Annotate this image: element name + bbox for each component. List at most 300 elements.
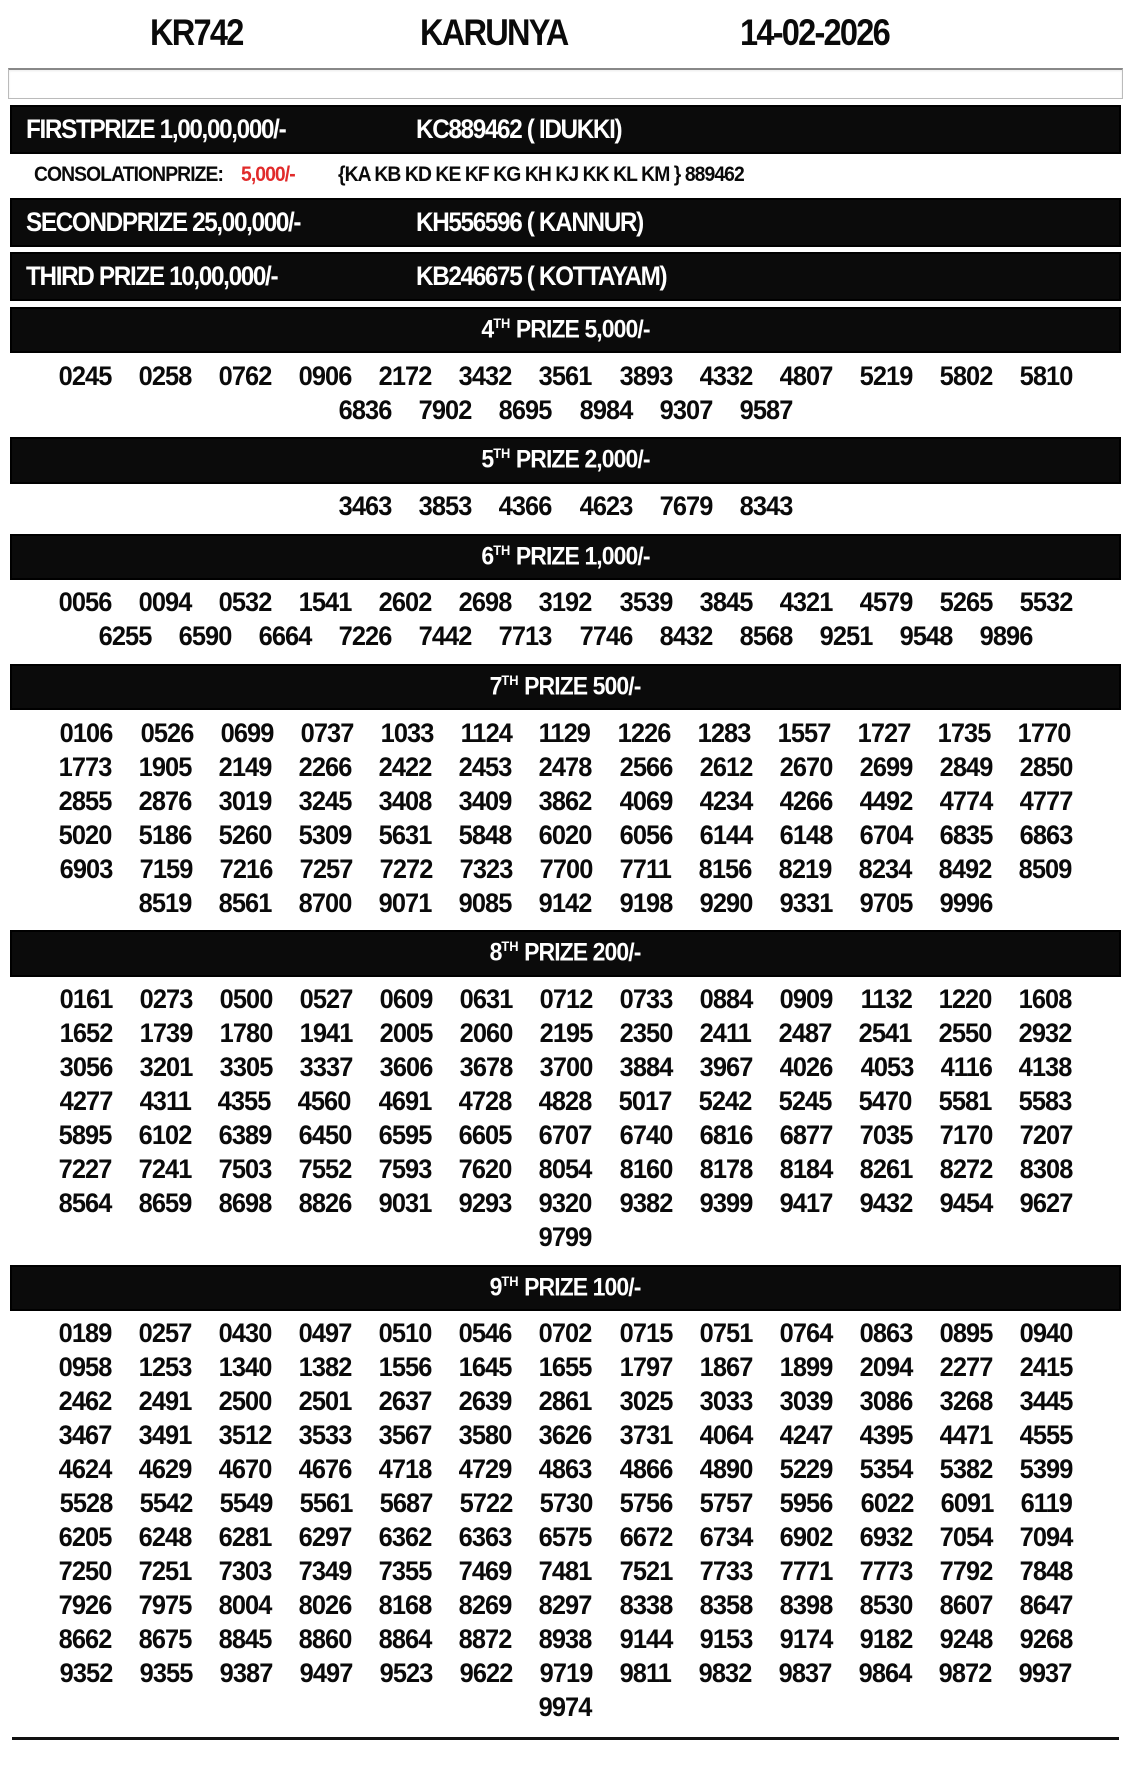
ticket-number: 6144 [699, 819, 753, 850]
ticket-number: 7227 [58, 1154, 112, 1185]
ticket-number: 9085 [459, 887, 512, 918]
ticket-number: 1645 [459, 1352, 512, 1383]
ticket-number: 7251 [138, 1556, 192, 1587]
number-row [0, 983, 1131, 1017]
ticket-number: 4138 [1018, 1052, 1072, 1083]
ticket-number: 5722 [459, 1488, 513, 1519]
ticket-number: 8659 [138, 1188, 192, 1219]
ticket-number: 4560 [298, 1086, 351, 1117]
ticket-number: 7771 [779, 1556, 833, 1587]
ticket-number: 8864 [378, 1624, 432, 1655]
prize-section-title: 9TH PRIZE 100/- [490, 1272, 641, 1301]
ticket-number: 3305 [219, 1052, 273, 1083]
prize-section-header [10, 1265, 1121, 1311]
ticket-number: 9837 [778, 1658, 832, 1689]
ticket-number: 8308 [1019, 1154, 1073, 1185]
ticket-number: 1132 [860, 984, 912, 1015]
ticket-number: 4828 [538, 1086, 592, 1117]
ticket-number: 7303 [218, 1556, 272, 1587]
ticket-number: 0526 [140, 717, 193, 748]
ticket-number: 4471 [939, 1420, 993, 1451]
ticket-number: 4863 [539, 1454, 592, 1485]
number-row [0, 1051, 1131, 1085]
ticket-number: 6863 [1019, 819, 1073, 850]
ticket-number: 3567 [378, 1420, 432, 1451]
ticket-number: 8519 [138, 887, 192, 918]
ticket-number: 8845 [218, 1624, 272, 1655]
ticket-number: 2861 [539, 1386, 592, 1417]
ticket-number: 3056 [59, 1052, 113, 1083]
ticket-number: 1867 [699, 1352, 753, 1383]
ticket-number: 8647 [1019, 1590, 1073, 1621]
winning-numbers-grid [0, 488, 1131, 528]
ticket-number: 7216 [219, 853, 273, 884]
ticket-number: 6835 [939, 819, 993, 850]
ticket-number: 1382 [298, 1352, 352, 1383]
ticket-number: 9627 [1019, 1188, 1073, 1219]
ticket-number: 4332 [699, 360, 753, 391]
ticket-number: 1773 [58, 751, 112, 782]
ticket-number: 3245 [298, 785, 352, 816]
ticket-number: 7700 [539, 853, 593, 884]
ticket-number: 4311 [139, 1086, 191, 1117]
ticket-number: 7711 [619, 853, 672, 884]
draw-date: 14-02-2026 [740, 12, 889, 53]
ticket-number: 8156 [698, 853, 752, 884]
prize-section-title: 5TH PRIZE 2,000/- [481, 445, 650, 474]
ticket-number: 9454 [939, 1188, 993, 1219]
ticket-number: 0895 [939, 1318, 993, 1349]
ticket-number: 7713 [499, 621, 552, 652]
ticket-number: 9251 [819, 621, 873, 652]
ticket-number: 0527 [299, 984, 353, 1015]
ticket-number: 9248 [939, 1624, 993, 1655]
ticket-number: 1899 [779, 1352, 833, 1383]
ticket-number: 5186 [138, 819, 192, 850]
ticket-number: 7792 [939, 1556, 993, 1587]
ticket-number: 2849 [939, 751, 993, 782]
ticket-number: 1905 [138, 751, 192, 782]
ticket-number: 2612 [699, 751, 753, 782]
ticket-number: 4266 [779, 785, 833, 816]
ticket-number: 5532 [1019, 587, 1073, 618]
ticket-number: 8297 [539, 1590, 592, 1621]
ticket-number: 7349 [298, 1556, 352, 1587]
third-prize-ticket: KB246675 ( KOTTAYAM) [416, 261, 667, 291]
ticket-number: 9417 [779, 1188, 833, 1219]
ticket-number: 9174 [779, 1624, 833, 1655]
consolation-prize-row [0, 159, 1131, 193]
ticket-number: 8178 [699, 1154, 753, 1185]
ticket-number: 5581 [938, 1086, 992, 1117]
third-prize-bar [10, 252, 1121, 301]
number-row [0, 393, 1131, 427]
ticket-number: 6148 [779, 819, 833, 850]
ticket-number: 5756 [619, 1488, 673, 1519]
ticket-number: 2501 [298, 1386, 352, 1417]
ticket-number: 4718 [378, 1454, 432, 1485]
ticket-number: 4629 [138, 1454, 192, 1485]
ticket-number: 9153 [699, 1624, 753, 1655]
ticket-number: 8938 [539, 1624, 592, 1655]
ticket-number: 6091 [940, 1488, 993, 1519]
ticket-number: 3533 [298, 1420, 352, 1451]
number-row [0, 1153, 1131, 1187]
ticket-number: 2637 [378, 1386, 432, 1417]
ticket-number: 2266 [298, 751, 352, 782]
number-row [0, 1017, 1131, 1051]
ticket-number: 6102 [138, 1120, 192, 1151]
ticket-number: 2550 [938, 1018, 992, 1049]
ticket-number: 3432 [459, 360, 512, 391]
ticket-number: 6707 [539, 1120, 592, 1151]
ticket-number: 7272 [379, 853, 433, 884]
ticket-number: 4555 [1019, 1420, 1073, 1451]
ticket-number: 7035 [859, 1120, 913, 1151]
lottery-name: KARUNYA [420, 12, 568, 53]
ticket-number: 0699 [220, 717, 274, 748]
ticket-number: 3192 [539, 587, 592, 618]
ticket-number: 2149 [218, 751, 272, 782]
ticket-number: 2195 [539, 1018, 593, 1049]
ticket-number: 0430 [218, 1318, 272, 1349]
ticket-number: 9320 [539, 1188, 592, 1219]
ticket-number: 8261 [859, 1154, 913, 1185]
ticket-number: 7226 [338, 621, 392, 652]
ticket-number: 1283 [697, 717, 751, 748]
ticket-number: 2670 [779, 751, 833, 782]
ticket-number: 2453 [459, 751, 512, 782]
ticket-number: 6877 [779, 1120, 833, 1151]
number-row [0, 1657, 1131, 1691]
ticket-number: 9832 [698, 1658, 752, 1689]
ticket-number: 5631 [378, 819, 432, 850]
ticket-number: 6740 [619, 1120, 672, 1151]
ticket-number: 5895 [58, 1120, 112, 1151]
prize-section-header [10, 437, 1121, 483]
ticket-number: 6297 [298, 1522, 352, 1553]
bottom-whitespace [0, 1740, 1131, 1790]
ticket-number: 4355 [218, 1086, 271, 1117]
ticket-number: 2566 [619, 751, 672, 782]
ticket-number: 6450 [298, 1120, 352, 1151]
prize-sections [0, 307, 1131, 1729]
ticket-number: 4321 [779, 587, 833, 618]
second-prize-ticket: KH556596 ( KANNUR) [416, 207, 643, 237]
number-row [0, 1085, 1131, 1119]
ticket-number: 6605 [459, 1120, 512, 1151]
ticket-number: 7355 [378, 1556, 432, 1587]
ticket-number: 6704 [859, 819, 913, 850]
ticket-number: 0712 [539, 984, 593, 1015]
ticket-number: 1608 [1018, 984, 1072, 1015]
ticket-number: 5309 [298, 819, 352, 850]
ticket-number: 0906 [298, 360, 352, 391]
ticket-number: 8675 [138, 1624, 192, 1655]
ticket-number: 2094 [859, 1352, 913, 1383]
ticket-number: 3853 [419, 491, 472, 522]
ticket-number: 4247 [779, 1420, 833, 1451]
ticket-number: 1556 [378, 1352, 432, 1383]
ticket-number: 6836 [338, 394, 392, 425]
ticket-number: 0733 [619, 984, 673, 1015]
ticket-number: 6281 [218, 1522, 272, 1553]
ticket-number: 5687 [379, 1488, 433, 1519]
ticket-number: 8160 [619, 1154, 672, 1185]
ticket-number: 2639 [459, 1386, 512, 1417]
ticket-number: 0631 [459, 984, 513, 1015]
ticket-number: 6119 [1020, 1488, 1072, 1519]
ticket-number: 4492 [859, 785, 913, 816]
ticket-number: 2462 [58, 1386, 112, 1417]
ticket-number: 3033 [699, 1386, 753, 1417]
ticket-number: 9497 [299, 1658, 353, 1689]
ticket-number: 0940 [1019, 1318, 1073, 1349]
ticket-number: 5802 [939, 360, 993, 391]
ticket-number: 9705 [859, 887, 913, 918]
winning-numbers-grid [0, 981, 1131, 1259]
ticket-number: 2172 [378, 360, 432, 391]
ticket-number: 3967 [700, 1052, 753, 1083]
ticket-number: 9974 [539, 1692, 592, 1723]
number-row [0, 1691, 1131, 1725]
ticket-number: 8698 [218, 1188, 272, 1219]
ticket-number: 8398 [779, 1590, 833, 1621]
empty-input-box[interactable] [8, 68, 1123, 99]
ticket-number: 7207 [1019, 1120, 1073, 1151]
ticket-number: 7257 [299, 853, 353, 884]
ticket-number: 3201 [139, 1052, 193, 1083]
ticket-number: 4366 [499, 491, 552, 522]
ticket-number: 0258 [138, 360, 192, 391]
ticket-number: 9996 [939, 887, 993, 918]
ticket-number: 8054 [539, 1154, 592, 1185]
ticket-number: 3463 [338, 491, 392, 522]
ticket-number: 6672 [619, 1522, 672, 1553]
ticket-number: 9387 [219, 1658, 273, 1689]
ticket-number: 0715 [619, 1318, 672, 1349]
ticket-number: 5020 [58, 819, 112, 850]
ticket-number: 4069 [619, 785, 672, 816]
ticket-number: 7054 [939, 1522, 993, 1553]
ticket-number: 8343 [739, 491, 793, 522]
ticket-number: 2698 [459, 587, 512, 618]
number-row [0, 1453, 1131, 1487]
ticket-number: 5561 [299, 1488, 353, 1519]
ticket-number: 8662 [58, 1624, 112, 1655]
ticket-number: 1797 [619, 1352, 672, 1383]
ticket-number: 6022 [860, 1488, 913, 1519]
ticket-number: 6205 [58, 1522, 112, 1553]
number-row [0, 1187, 1131, 1221]
ticket-number: 7521 [619, 1556, 672, 1587]
ticket-number: 7926 [58, 1590, 112, 1621]
ticket-number: 8564 [58, 1188, 112, 1219]
ticket-number: 2411 [699, 1018, 752, 1049]
ticket-number: 2487 [778, 1018, 832, 1049]
prize-section-title: 4TH PRIZE 5,000/- [481, 315, 650, 344]
ticket-number: 0257 [138, 1318, 192, 1349]
ticket-number: 3445 [1019, 1386, 1073, 1417]
ticket-number: 2415 [1019, 1352, 1073, 1383]
ticket-number: 5549 [219, 1488, 273, 1519]
ticket-number: 4807 [779, 360, 833, 391]
result-header [0, 0, 1131, 66]
ticket-number: 1340 [218, 1352, 272, 1383]
ticket-number: 4728 [458, 1086, 512, 1117]
ticket-number: 0909 [780, 984, 833, 1015]
number-row [0, 490, 1131, 524]
third-prize-label: THIRD PRIZE 10,00,000/- [26, 261, 278, 291]
ticket-number: 7503 [218, 1154, 272, 1185]
ticket-number: 4624 [58, 1454, 112, 1485]
ticket-number: 3512 [218, 1420, 272, 1451]
ticket-number: 5470 [858, 1086, 912, 1117]
ticket-number: 3884 [619, 1052, 673, 1083]
ticket-number: 6020 [539, 819, 592, 850]
ticket-number: 0863 [859, 1318, 913, 1349]
ticket-number: 7241 [138, 1154, 192, 1185]
number-row [0, 1419, 1131, 1453]
ticket-number: 1739 [139, 1018, 193, 1049]
ticket-number: 7250 [58, 1556, 112, 1587]
number-row [0, 716, 1131, 750]
number-row [0, 620, 1131, 654]
ticket-number: 8026 [298, 1590, 352, 1621]
ticket-number: 7593 [378, 1154, 432, 1185]
ticket-number: 7975 [138, 1590, 192, 1621]
ticket-number: 1220 [938, 984, 992, 1015]
ticket-number: 8826 [298, 1188, 352, 1219]
first-prize-ticket: KC889462 ( IDUKKI) [416, 114, 622, 144]
ticket-number: 0245 [58, 360, 112, 391]
winning-numbers-grid [0, 584, 1131, 658]
ticket-number: 8530 [859, 1590, 913, 1621]
ticket-number: 3626 [539, 1420, 592, 1451]
ticket-number: 9523 [379, 1658, 433, 1689]
ticket-number: 3025 [619, 1386, 672, 1417]
ticket-number: 5245 [778, 1086, 832, 1117]
ticket-number: 7733 [699, 1556, 753, 1587]
ticket-number: 3893 [619, 360, 672, 391]
ticket-number: 5583 [1018, 1086, 1072, 1117]
ticket-number: 9622 [459, 1658, 513, 1689]
ticket-number: 3539 [619, 587, 672, 618]
ticket-number: 1226 [617, 717, 671, 748]
ticket-number: 0751 [699, 1318, 753, 1349]
number-row [0, 586, 1131, 620]
ticket-number: 4064 [699, 1420, 753, 1451]
second-prize-bar [10, 198, 1121, 247]
ticket-number: 7679 [659, 491, 712, 522]
ticket-number: 0958 [58, 1352, 112, 1383]
ticket-number: 2541 [858, 1018, 912, 1049]
ticket-number: 8860 [298, 1624, 352, 1655]
ticket-number: 1541 [298, 587, 352, 618]
ticket-number: 9399 [699, 1188, 753, 1219]
ticket-number: 5956 [780, 1488, 833, 1519]
ticket-number: 8234 [858, 853, 912, 884]
ticket-number: 6902 [779, 1522, 833, 1553]
ticket-number: 9331 [779, 887, 833, 918]
ticket-number: 9719 [539, 1658, 593, 1689]
number-row [0, 359, 1131, 393]
ticket-number: 2850 [1019, 751, 1073, 782]
prize-section-title: 8TH PRIZE 200/- [490, 938, 641, 967]
first-prize-bar [10, 105, 1121, 154]
ticket-number: 7848 [1019, 1556, 1073, 1587]
ticket-number: 5757 [700, 1488, 753, 1519]
ticket-number: 4691 [378, 1086, 431, 1117]
ticket-number: 0056 [58, 587, 112, 618]
ticket-number: 8492 [938, 853, 992, 884]
ticket-number: 0884 [700, 984, 753, 1015]
ticket-number: 8219 [778, 853, 832, 884]
ticket-number: 2350 [619, 1018, 673, 1049]
ticket-number: 0497 [298, 1318, 352, 1349]
ticket-number: 3491 [138, 1420, 192, 1451]
ticket-number: 5260 [218, 819, 272, 850]
second-prize-label: SECONDPRIZE 25,00,000/- [26, 207, 301, 237]
ticket-number: 4890 [699, 1454, 753, 1485]
prize-section-header [10, 664, 1121, 710]
number-row [0, 1317, 1131, 1351]
number-row [0, 1351, 1131, 1385]
ticket-number: 1941 [299, 1018, 353, 1049]
ticket-number: 0273 [139, 984, 193, 1015]
ticket-number: 7469 [459, 1556, 512, 1587]
ticket-number: 9142 [539, 887, 592, 918]
ticket-number: 5229 [779, 1454, 833, 1485]
ticket-number: 1253 [138, 1352, 192, 1383]
ticket-number: 5017 [618, 1086, 672, 1117]
ticket-number: 6248 [138, 1522, 192, 1553]
ticket-number: 4866 [619, 1454, 672, 1485]
ticket-number: 8607 [939, 1590, 993, 1621]
ticket-number: 2855 [58, 785, 112, 816]
ticket-number: 9071 [378, 887, 432, 918]
ticket-number: 6389 [218, 1120, 272, 1151]
ticket-number: 1124 [460, 717, 512, 748]
ticket-number: 2876 [138, 785, 192, 816]
ticket-number: 4116 [940, 1052, 992, 1083]
number-row [0, 1521, 1131, 1555]
winning-numbers-grid [0, 714, 1131, 924]
ticket-number: 5382 [939, 1454, 993, 1485]
ticket-number: 0189 [58, 1318, 112, 1349]
ticket-number: 1033 [380, 717, 434, 748]
prize-section-title: 6TH PRIZE 1,000/- [481, 541, 650, 570]
ticket-number: 9307 [659, 394, 712, 425]
ticket-number: 3700 [539, 1052, 593, 1083]
ticket-number: 5354 [859, 1454, 913, 1485]
ticket-number: 9587 [739, 394, 793, 425]
ticket-number: 7620 [459, 1154, 512, 1185]
winning-numbers-grid [0, 357, 1131, 431]
ticket-number: 4579 [859, 587, 913, 618]
ticket-number: 4026 [780, 1052, 833, 1083]
ticket-number: 6903 [59, 853, 113, 884]
ticket-number: 2005 [379, 1018, 433, 1049]
ticket-number: 5242 [698, 1086, 752, 1117]
ticket-number: 9896 [979, 621, 1033, 652]
consolation-series: {KA KB KD KE KF KG KH KJ KK KL KM } 889462 [337, 163, 744, 186]
ticket-number: 6575 [539, 1522, 592, 1553]
number-row [0, 1487, 1131, 1521]
ticket-number: 0510 [378, 1318, 432, 1349]
ticket-number: 1652 [59, 1018, 113, 1049]
ticket-number: 3606 [379, 1052, 433, 1083]
